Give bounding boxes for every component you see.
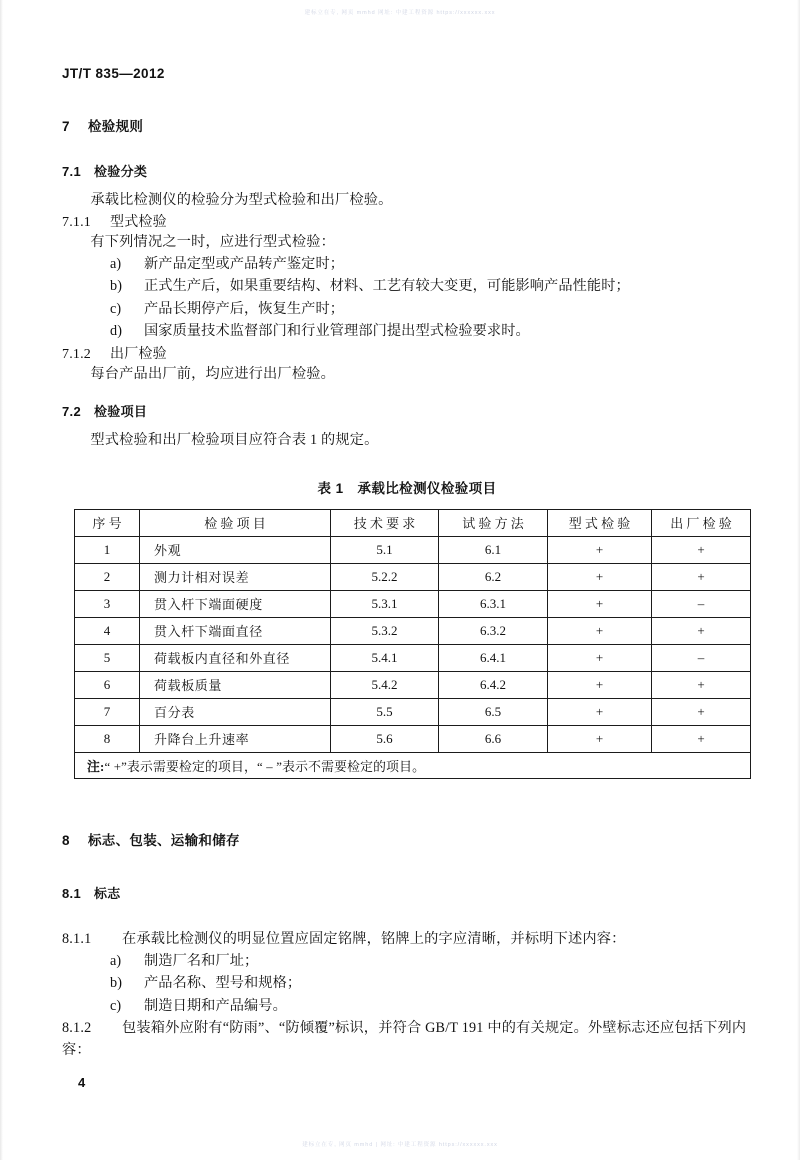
cell-type-test: + <box>548 617 652 644</box>
paragraph-7-1-1: 有下列情况之一时，应进行型式检验： <box>90 234 335 250</box>
list-item <box>62 950 752 972</box>
list-item <box>62 298 752 320</box>
cell-factory-test: + <box>652 617 751 644</box>
paragraph-8-1-1 <box>62 928 752 950</box>
table-row <box>75 590 751 617</box>
paragraph-7-1: 承载比检测仪的检验分为型式检验和出厂检验。 <box>90 192 393 208</box>
paragraph-8-1-2 <box>62 1017 752 1061</box>
cell-factory-test: + <box>652 671 751 698</box>
cell-index: 2 <box>75 563 140 590</box>
table-note-text: “ +”表示需要检定的项目，“ – ”表示不需要检定的项目。 <box>104 759 426 774</box>
heading-7-1-2 <box>62 343 752 363</box>
heading-7 <box>62 115 752 135</box>
list-marker: c) <box>110 300 122 317</box>
table-row <box>75 563 751 590</box>
table-note-cell <box>75 752 751 778</box>
cell-item: 荷载板质量 <box>140 671 331 698</box>
list-8-1-1 <box>62 950 752 1017</box>
heading-7-title: 检验规则 <box>88 119 144 134</box>
cell-factory-test: – <box>652 590 751 617</box>
column-header-item: 检验项目 <box>140 509 331 536</box>
cell-requirement: 5.3.1 <box>331 590 439 617</box>
cell-item: 百分表 <box>140 698 331 725</box>
list-item <box>62 275 752 297</box>
heading-7-1-1-number: 7.1.1 <box>62 215 91 230</box>
list-text: 产品名称、型号和规格； <box>144 975 302 992</box>
cell-method: 6.6 <box>439 725 548 752</box>
heading-7-2-title: 检验项目 <box>94 403 148 419</box>
list-text: 产品长期停产后，恢复生产时； <box>144 300 345 317</box>
list-marker: a) <box>110 952 122 969</box>
cell-requirement: 5.5 <box>331 698 439 725</box>
cell-method: 6.2 <box>439 563 548 590</box>
inspection-items-table <box>74 509 751 779</box>
heading-7-2 <box>62 401 752 420</box>
column-header-requirement: 技术要求 <box>331 509 439 536</box>
table-1-caption <box>62 477 752 497</box>
heading-8 <box>62 829 752 849</box>
heading-7-1-1-title: 型式检验 <box>110 215 167 230</box>
list-text: 国家质量技术监督部门和行业管理部门提出型式检验要求时。 <box>144 323 530 340</box>
page-number: 4 <box>78 1075 86 1091</box>
table-row <box>75 644 751 671</box>
paragraph-8-1-1-number: 8.1.1 <box>62 930 92 947</box>
cell-index: 8 <box>75 725 140 752</box>
paragraph-8-1-2-text: 包装箱外应附有“防雨”、“防倾覆”标识，并符合 GB/T 191 中的有关规定。外壁标志还应包括下列内容： <box>62 1020 747 1059</box>
cell-method: 6.1 <box>439 536 548 563</box>
list-item <box>62 972 752 994</box>
cell-item: 升降台上升速率 <box>140 725 331 752</box>
table-row <box>75 617 751 644</box>
heading-7-1-2-number: 7.1.2 <box>62 346 91 362</box>
cell-type-test: + <box>548 563 652 590</box>
cell-index: 5 <box>75 644 140 671</box>
column-header-index: 序号 <box>75 509 140 536</box>
cell-type-test: + <box>548 536 652 563</box>
page-content <box>62 0 752 1090</box>
cell-type-test: + <box>548 671 652 698</box>
cell-type-test: + <box>548 698 652 725</box>
list-item <box>62 995 752 1017</box>
list-text: 制造日期和产品编号。 <box>144 997 287 1014</box>
heading-7-1 <box>62 161 752 180</box>
table-row <box>75 725 751 752</box>
column-header-method: 试验方法 <box>439 509 548 536</box>
heading-8-number: 8 <box>62 832 70 848</box>
table-1-caption-number: 表 1 <box>317 480 344 496</box>
cell-type-test: + <box>548 644 652 671</box>
table-row <box>75 671 751 698</box>
table-row <box>75 698 751 725</box>
heading-8-1 <box>62 883 752 902</box>
table-row <box>75 536 751 563</box>
heading-7-1-1 <box>62 211 752 231</box>
cell-item: 贯入杆下端面直径 <box>140 617 331 644</box>
column-header-factory-test: 出厂检验 <box>652 509 751 536</box>
paragraph-8-1-2-number: 8.1.2 <box>62 1020 92 1037</box>
cell-item: 荷载板内直径和外直径 <box>140 644 331 671</box>
cell-requirement: 5.4.1 <box>331 644 439 671</box>
list-marker: b) <box>110 278 123 295</box>
list-7-1-1 <box>62 253 752 343</box>
table-note-label: 注: <box>87 759 105 774</box>
cell-requirement: 5.6 <box>331 725 439 752</box>
table-1-caption-title: 承载比检测仪检验项目 <box>357 480 497 496</box>
standard-code: JT/T 835—2012 <box>62 66 165 81</box>
cell-item: 外观 <box>140 536 331 563</box>
cell-type-test: + <box>548 590 652 617</box>
cell-index: 3 <box>75 590 140 617</box>
cell-factory-test: + <box>652 698 751 725</box>
column-header-type-test: 型式检验 <box>548 509 652 536</box>
heading-7-1-number: 7.1 <box>62 164 81 179</box>
cell-index: 4 <box>75 617 140 644</box>
list-text: 正式生产后，如果重要结构、材料、工艺有较大变更，可能影响产品性能时； <box>144 278 630 295</box>
list-marker: a) <box>110 256 122 272</box>
cell-method: 6.3.2 <box>439 617 548 644</box>
heading-7-1-2-title: 出厂检验 <box>110 346 167 362</box>
cell-factory-test: + <box>652 563 751 590</box>
table-body <box>75 536 751 778</box>
watermark-top: 建标立在专, 网页 mmhd 网址: 中建工程资源 https://xxxxxx.xxx <box>304 10 496 16</box>
cell-method: 6.4.2 <box>439 671 548 698</box>
watermark-bottom: 建标立在专, 网页 mmhd | 网址: 中建工程资源 https://xxxxxx.xxx <box>302 1142 498 1148</box>
heading-7-1-title: 检验分类 <box>94 164 148 179</box>
cell-factory-test: – <box>652 644 751 671</box>
paragraph-7-1-2: 每台产品出厂前，均应进行出厂检验。 <box>90 365 335 382</box>
cell-index: 6 <box>75 671 140 698</box>
scan-edge-left <box>0 0 3 1160</box>
cell-requirement: 5.1 <box>331 536 439 563</box>
paragraph-7-2: 型式检验和出厂检验项目应符合表 1 的规定。 <box>90 431 379 448</box>
cell-method: 6.4.1 <box>439 644 548 671</box>
cell-factory-test: + <box>652 536 751 563</box>
cell-item: 贯入杆下端面硬度 <box>140 590 331 617</box>
cell-item: 测力计相对误差 <box>140 563 331 590</box>
cell-type-test: + <box>548 725 652 752</box>
paragraph-8-1-1-text: 在承载比检测仪的明显位置应固定铭牌，铭牌上的字应清晰，并标明下述内容： <box>122 930 626 947</box>
list-item <box>62 253 752 275</box>
table-header <box>75 509 751 536</box>
table-header-row <box>75 509 751 536</box>
list-marker: d) <box>110 323 123 340</box>
cell-requirement: 5.3.2 <box>331 617 439 644</box>
cell-requirement: 5.4.2 <box>331 671 439 698</box>
heading-8-title: 标志、包装、运输和储存 <box>88 832 240 848</box>
cell-index: 1 <box>75 536 140 563</box>
cell-factory-test: + <box>652 725 751 752</box>
heading-8-1-number: 8.1 <box>62 885 81 901</box>
list-item <box>62 320 752 342</box>
table-note-row <box>75 752 751 778</box>
list-marker: b) <box>110 975 123 992</box>
heading-8-1-title: 标志 <box>94 885 121 901</box>
list-marker: c) <box>110 997 122 1014</box>
heading-7-2-number: 7.2 <box>62 403 81 419</box>
heading-7-number: 7 <box>62 119 70 134</box>
list-text: 制造厂名和厂址； <box>144 952 259 969</box>
cell-method: 6.5 <box>439 698 548 725</box>
cell-requirement: 5.2.2 <box>331 563 439 590</box>
cell-method: 6.3.1 <box>439 590 548 617</box>
list-text: 新产品定型或产品转产鉴定时； <box>144 256 345 272</box>
cell-index: 7 <box>75 698 140 725</box>
